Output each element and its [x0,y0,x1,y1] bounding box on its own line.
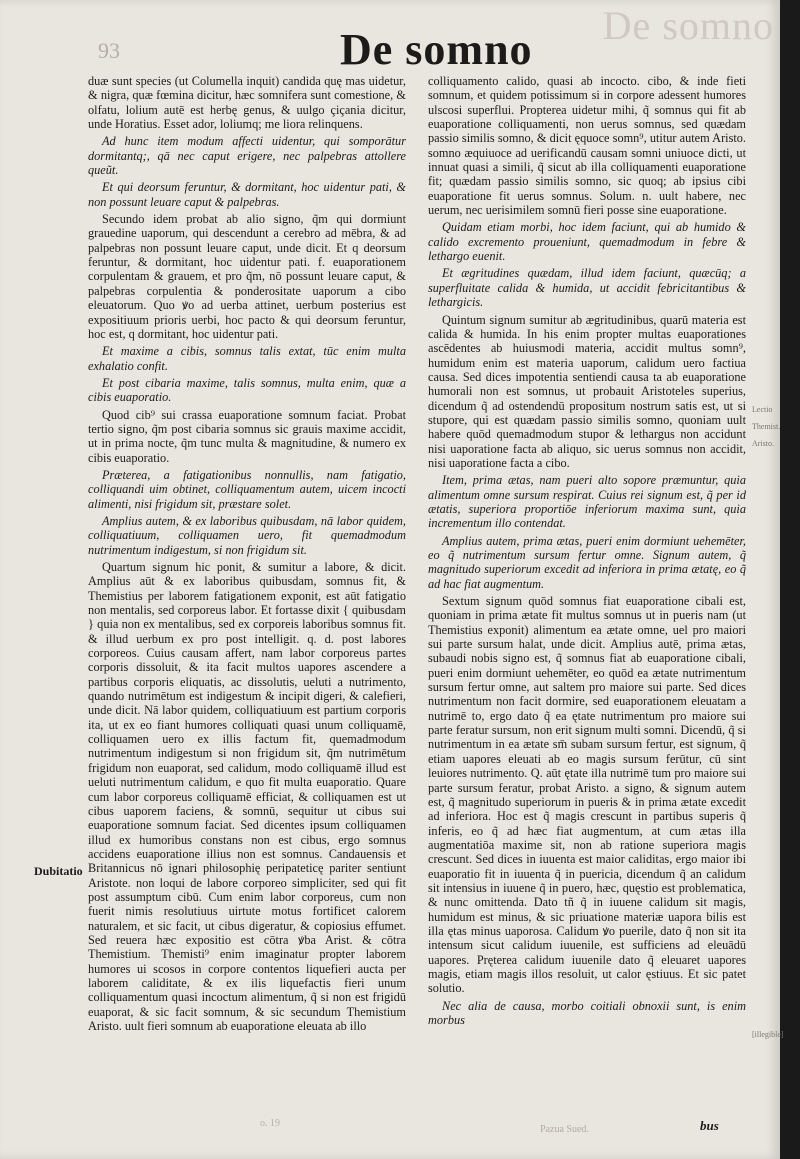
margin-note: Dubitatio [34,864,83,878]
paragraph: Nec alia de causa, morbo coitiali obnoxii sunt, is enim morbus [428,998,746,1027]
paragraph: Amplius autem, prima ætas, pueri enim dormiunt uehemēter, eo q̃ nutrimentum sursum fertur omne. Signum autem, q̃ magnitudo superiorum excedit ad inferiora in prima ætatę, eo q̃ ad hac fiat augmentum. [428,533,746,591]
paragraph: Item, prima ætas, nam pueri alto sopore præmuntur, quia alimentum omne sursum respirat. Cuius rei signum est, q̃ per id ætatis, superiora proportiōe inferiorum maxima sunt, quia incrementum illo contendat. [428,473,746,531]
paragraph: Amplius autem, & ex laboribus quibusdam, nā labor quidem, colliquatiuum, colliquamen uero, fit quemadmodum nutrimentum indigestum, si non frigidum sit. [88,513,406,557]
right-column [428,74,746,1030]
side-note: Themist. [752,422,781,431]
folio-number: 93 [98,38,120,63]
paragraph: Et maxime a cibis, somnus talis extat, tūc enim multa exhalatio confit. [88,344,406,373]
paragraph: Et ægritudines quædam, illud idem faciunt, quæcūq; a superfluitate calida & humida, ut accidit febricitantibus & lethargicis. [428,266,746,310]
paragraph: Quintum signum sumitur ab ægritudinibus, quarū materia est calida & humida. In his enim propter multas euaporationes ascēdentes ab huiusmodi materia, accidit multus somn⁹, humidum enim est materia uaporum, calidum uero factiua causa. Sed dices impotentia sentiendi causa ta ab euaporatione humorali non est somnus, ut probauit Aristoteles superius, dicendum q̃ ad ostendendū propositum nostrum satis est, ut si stupore, qui est quædam passio similis somno, quoniam uult habere quōd quemadmodum stupor & lethargus non accidunt nisi uaporatione facta ab aliquo, sic uerus somnus non accidit, nisi uaporatione facta a cibo. [428,312,746,470]
paragraph: Quartum signum hic ponit, & sumitur a labore, & dicit. Amplius aūt & ex laboribus quibusdam, somnus fit, & Themistius per laborem fatigationem exponit, est aūt fatigatio non mentalis, sed corporeus labor. Et fortasse dixit { quibusdam } quia non ex mentalibus, sed ex corporeis laboribus somnus fit. & illud uerbum ex pro post intelligit. q. d. post labores corporeos. Cuius causam affert, nam labor corporeus partes corporis dissoluit, & ita facit multos uapores ascendere a partibus corporis eliquatis, ac dissolutis, ueluti a nutrimento, quando nutrimētum est indigestum & incipit digeri, & calefieri, unde dicit. Nā labor quidem, colliquatiuum est partium corporis ita, ut ex eo fiant humores colliquati quasi unum colliquamē, colliquamen uero ex illis factum fit, quemadmodum nutrimentum indigestum si non frigidum sit, q̃m nutrimētum frigidum non euaporat, sed calidum, modo colliquamē illud est ueluti nutrimentum calidum, e quo fit multa euaporatio. Quare cum labor corporeus colliquamē efficiat, & colliquamen est ut cibus uaporem faciens, & somnū, sequitur ut cibus sui euaporatione somnum faciat. Sed dicentes ipsum colliquamen illud ex humoribus constans non est cibus, ergo somnus accidens euaporatione illius non est somnus. Candauensis et Britannicus nō ignari philosophię peripateticę pariter sentiunt Aristote. non loqui de labore corporeo simpliciter, sed qui fit post assumptum cibū. Cum enim labor corporeus, cum non fuerit nimis resolutiuus uirtute motus fortificet calorem naturalem, et sic facit, ut cibus digeratur, & copiosius effumet. Sed reuera hæc expositio est cōtra ꝟba Arist. & cōtra Themistium. Themisti⁹ enim imaginatur propter laborem humores ui scosos in corpore contentos liquefieri aucta per laborem caliditate, & ex ilis liquefactis fieri unum colliquamentum quasi incoctum alimentum, q̃ si non est frigidū euaporat, & sic facit somnum, & sic secundum Themistium Aristo. uult fieri somnum ab euaporatione eleuata ab illo [88,560,406,1033]
paragraph: Et post cibaria maxime, talis somnus, multa enim, quæ a cibis euaporatio. [88,375,406,405]
bleed-through-text: De somno [602,3,774,48]
footer-faint-left: o. 19 [260,1118,280,1129]
running-header: De somno [340,25,533,74]
paragraph: Quod cib⁹ sui crassa euaporatione somnum faciat. Probat tertio signo, q̃m post cibaria somnus sic grauis maxime accidit, ut in prima nocte, q̃m tunc multa & magnitudine, & numero ex cibis euaporatio. [88,407,406,465]
side-note: [illegible] [752,1030,784,1039]
paragraph: Secundo idem probat ab alio signo, q̃m qui dormiunt grauedine uaporum, qui descendunt a cerebro ad mēbra, & ad palpebras non possunt leuare caput, unde dicit. Et q deorsum feruntur, & dormitant, hoc uidentur pati. f. euaporationem corpulentam & grauem, et pro q̃m, nō possunt leuare caput, & palpebras corpulentia & ponderositate uaporum a cibo eleuatorum. Quo ꝟo ad uerba attinet, uerbum posterius est expositiuum prioris uerbi, hoc pacto & qui deorsum feruntur, hoc est, q dormitant, hoc uidentur pati. [88,212,406,341]
side-note: Lectio [752,405,773,414]
catchword: bus [700,1118,719,1133]
footer-faint: Pazua Sued. [540,1124,589,1135]
left-column [88,74,406,1036]
side-note: Aristo. [752,439,774,448]
paragraph: Ad hunc item modum affecti uidentur, qui somporātur dormitantq;, qā nec caput erigere, nec palpebras attollere queũt. [88,134,406,178]
paragraph: Sextum signum quōd somnus fiat euaporatione cibali est, quoniam in prima ætate fit multus somnus ut in pueris nam (ut Themistius exponit) alimentum ea ætate omne, uel pro maiori sui parte sursum halat, unde dicit. Amplius autē, prima ætas, subaudi nobis signo est, q̃ somnus fiat ab euaporatione cibali, pueri enim dormiunt uehemēter, eo quōd ea ætate nutrimentum sursum fertur omne, aut saltem pro maiore sui parte. Sed dices nutrimentum non facit dormire, sed euaporationem eleuatam a nutrimē to, ergo dato q̃ ea ętate nutrimentum pro maiore sui parte feratur sursum, non erit signum multi somni. Dicendū, q̃ si nutrimentum in ea ætate sm̄ subam sursum fertur, est signum, q̃ etiam uapores eleuati ab eo magis sursum ferūtur, cū sint leuiores nutrimento. Q. aūt ętate illa nutrimē tum pro maiore sui parte sursum feratur, probat Aristo. a signo, & signum autem est, q̃ magnitudo superiorum in pueris & in prima ætate excedit ad inferiora. Hoc est q̃ magis crescunt in partibus superis q̃ inferis, eo q̃ ad hæc fiat augmentum, at cum ætas illa augmentatiōa maxime sit, non ab ratione superiora magis crescunt. Sed dices in iuuenta est maior caliditas, ergo maior ibi euaporatio fit in iuuenta q̃ in puericia, dicendum q̃ an calidum sit intensius in iuuene q̃ in puero, hæc, quęstio est problematica, & nunc omittenda. Dato tñ q̃ in iuuene calidum sit magis, humidum est minus, & sic priuatione materiæ uapora bilis est illa ętas minus uaporosa. Calidum ꝟo puerile, dato q̃ non sit ita intensum sicut calidum iuuenile, est sufficiens ad eleuādū uapores. Pręterea calidum iuuenile dato q̃ eleuaret uapores magis, etiam magis illos resoluit, ut calor ęstiuus. Et sic patet solutio. [428,594,746,996]
paragraph: duæ sunt species (ut Columella inquit) candida quę mas uidetur, & nigra, quæ fœmina dicitur, hæc somnifera sunt comestione, & olfatu, lolium autē est herbę genus, & uulgo çiçania dicitur, unde Horatius. Esset ador, loliumq; me liora relinquens. [88,74,406,132]
paragraph: Et qui deorsum feruntur, & dormitant, hoc uidentur pati, & non possunt leuare caput & palpebras. [88,180,406,209]
paragraph: Quidam etiam morbi, hoc idem faciunt, qui ab humido & calido excremento proueniunt, quemadmodum in febre & lethargo euenit. [428,220,746,264]
paragraph: Præterea, a fatigationibus nonnullis, nam fatigatio, colliquandi uim obtinet, colliquamentum autem, uicem incocti alimenti, nisi frigidum sit, præstare solet. [88,467,406,511]
paragraph: colliquamento calido, quasi ab incocto. cibo, & inde fieti somnum, et quidem potissimum si in corpore adessent humores ulscosi superflui. Propterea uidetur mihi, q̃ somnus qui fit ab euaporatione colliquamenti, non uerus somnus, sed quædam passio similis somno, & dicit ęquoce somn⁹, utitur autem Aristo. somno æquiuoce ad uerificandū causam somni uniuoce dicti, ut innuat quasi a simili, q̃ sicut ab illa colliquamenti euaporatione fit; quædam passio similis somno, sic quoq; ab ipsius cibi euaporatione fit uerus somnus. Solum. n. uult habere, nec uerum, nec uerisimilem somnū fieri posse sine euaporatione. [428,74,746,218]
